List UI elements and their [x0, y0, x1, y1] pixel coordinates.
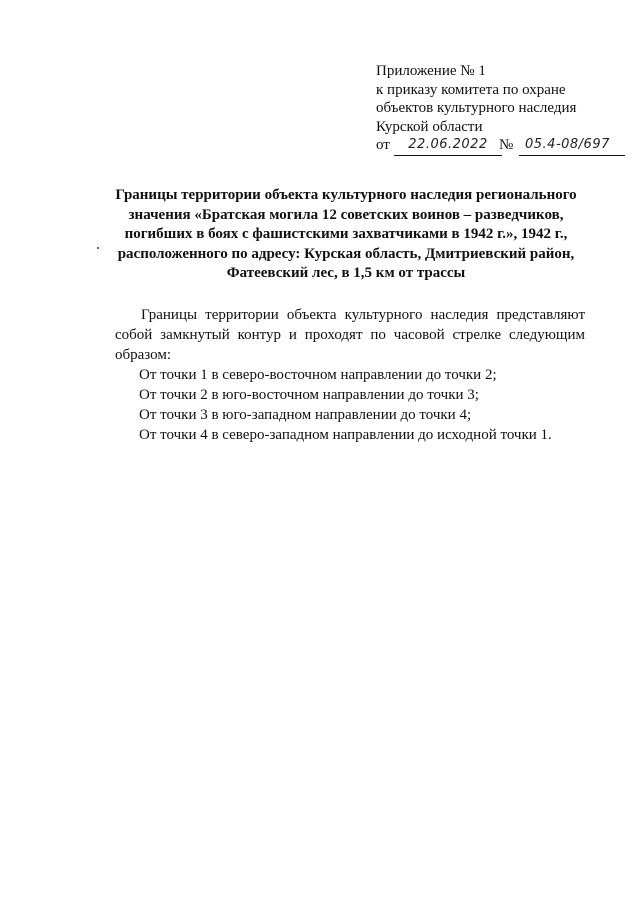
order-date: 22.06.2022 [394, 136, 502, 156]
intro-paragraph: Границы территории объекта культурного наследия представляют собой замкнутый контур и проходят по часовой стрелке следующим образом: [115, 307, 585, 363]
title-line-2: значения «Братская могила 12 советских воинов – разведчиков, [128, 206, 564, 223]
appendix-region-line: Курской области [376, 118, 483, 135]
scan-speck [97, 247, 99, 249]
boundary-item: От точки 2 в юго-восточном направлении до точки 3; [139, 387, 479, 403]
title-line-4: расположенного по адресу: Курская область, Дмитриевский район, [117, 245, 575, 262]
order-number: 05.4-08/697 [519, 136, 625, 156]
document-title [96, 186, 596, 284]
title-line-1: Границы территории объекта культурного наследия регионального [115, 187, 577, 203]
boundary-item: От точки 4 в северо-западном направлении до исходной точки 1. [139, 427, 552, 443]
from-label: от [376, 137, 390, 153]
boundary-item: От точки 1 в северо-восточном направлении до точки 2; [139, 367, 497, 383]
order-date-number [376, 136, 626, 156]
appendix-committee-line: объектов культурного наследия [376, 100, 577, 116]
boundary-item: От точки 3 в юго-западном направлении до точки 4; [139, 407, 472, 423]
number-sign: № [499, 137, 514, 153]
title-line-3: погибших в боях с фашистскими захватчиками в 1942 г.», 1942 г., [124, 226, 568, 242]
appendix-header [376, 62, 626, 156]
title-line-5: Фатеевский лес, в 1,5 км от трассы [226, 265, 466, 281]
document-body [115, 305, 585, 445]
appendix-title: Приложение № 1 [376, 63, 486, 79]
appendix-order-line: к приказу комитета по охране [376, 81, 566, 98]
